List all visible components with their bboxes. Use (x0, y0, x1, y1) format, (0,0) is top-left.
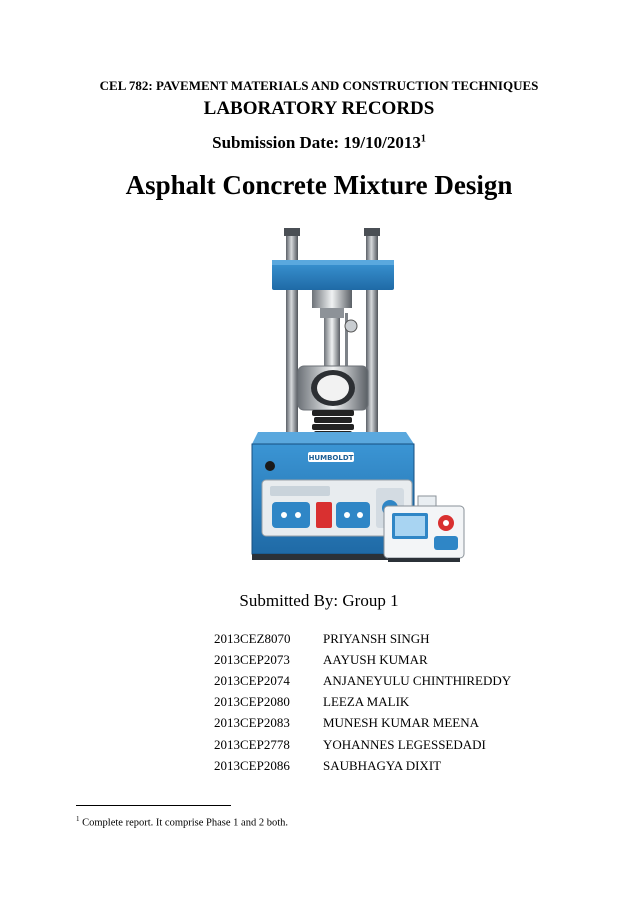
student-id: 2013CEP2074 (214, 672, 290, 688)
student-id: 2013CEP2080 (214, 694, 290, 710)
table-row (214, 734, 511, 755)
student-name: PRIYANSH SINGH (323, 630, 430, 646)
footnote-text: Complete report. It comprise Phase 1 and 2 both. (82, 817, 288, 829)
student-name: ANJANEYULU CHINTHIREDDY (323, 672, 512, 688)
student-id: 2013CEP2778 (214, 736, 290, 752)
submission-date (0, 133, 638, 153)
footnote-reference: 1 (420, 133, 426, 145)
table-row (214, 628, 511, 649)
machine-brand-label: HUMBOLDT (308, 454, 354, 462)
footnote (76, 815, 288, 829)
student-id: 2013CEP2086 (214, 757, 290, 773)
document-subtitle: LABORATORY RECORDS (203, 98, 435, 119)
group-members-table (214, 628, 511, 776)
student-name: SAUBHAGYA DIXIT (323, 757, 442, 773)
table-row (214, 755, 511, 776)
student-name: MUNESH KUMAR MEENA (323, 715, 480, 731)
footnote-number: 1 (76, 815, 80, 823)
table-row (214, 713, 511, 734)
student-id: 2013CEP2083 (214, 715, 290, 731)
footnote-divider (76, 805, 231, 806)
page-title: Asphalt Concrete Mixture Design (125, 170, 513, 200)
submission-date-text: Submission Date: 19/10/2013 (212, 133, 421, 152)
student-name: LEEZA MALIK (323, 694, 410, 710)
table-row (214, 670, 511, 691)
student-name: AAYUSH KUMAR (323, 651, 428, 667)
marshall-test-machine-image (200, 218, 484, 586)
student-id: 2013CEZ8070 (214, 630, 291, 646)
course-title: CEL 782: PAVEMENT MATERIALS AND CONSTRUCTION TECHNIQUES (99, 78, 539, 93)
digital-readout-unit (384, 496, 464, 562)
table-row (214, 649, 511, 670)
student-name: YOHANNES LEGESSEDADI (323, 736, 486, 752)
table-row (214, 692, 511, 713)
submitted-by: Submitted By: Group 1 (239, 591, 399, 610)
student-id: 2013CEP2073 (214, 651, 290, 667)
